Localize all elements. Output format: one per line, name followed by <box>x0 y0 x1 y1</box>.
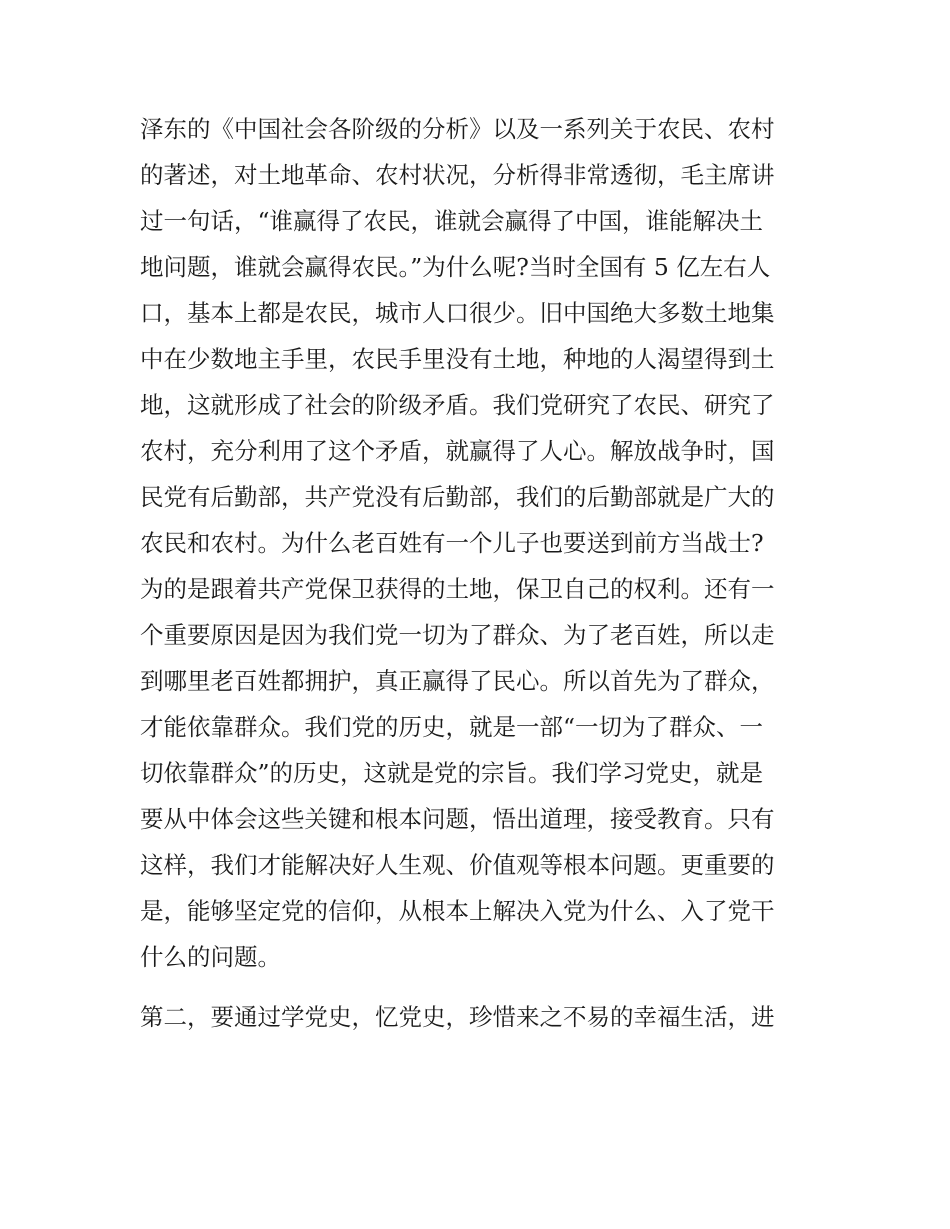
text-line: 农民和农村。为什么老百姓有一个儿子也要送到前方当战士? <box>140 529 764 557</box>
text-line: 地问题，谁就会赢得农民。”为什么呢?当时全国有 5 亿左右人 <box>140 253 771 281</box>
text-line: 民党有后勤部，共产党没有后勤部，我们的后勤部就是广大的 <box>140 483 775 511</box>
text-line: 到哪里老百姓都拥护，真正赢得了民心。所以首先为了群众， <box>140 667 775 695</box>
body-text <box>140 106 820 1040</box>
text-line: 地，这就形成了社会的阶级矛盾。我们党研究了农民、研究了 <box>140 391 775 419</box>
paragraph-start-line: 第二，要通过学党史，忆党史，珍惜来之不易的幸福生活，进 <box>140 1003 775 1031</box>
text-line: 的著述，对土地革命、农村状况，分析得非常透彻，毛主席讲 <box>140 161 775 189</box>
text-line: 中在少数地主手里，农民手里没有土地，种地的人渴望得到土 <box>140 345 775 373</box>
text-line: 泽东的《中国社会各阶级的分析》以及一系列关于农民、农村 <box>140 115 775 143</box>
text-line: 要从中体会这些关键和根本问题，悟出道理，接受教育。只有 <box>140 805 775 833</box>
text-line: 个重要原因是因为我们党一切为了群众、为了老百姓，所以走 <box>140 621 775 649</box>
text-line: 为的是跟着共产党保卫获得的土地，保卫自己的权利。还有一 <box>140 575 775 603</box>
text-line: 过一句话，“谁赢得了农民，谁就会赢得了中国，谁能解决土 <box>140 207 764 235</box>
text-line: 切依靠群众”的历史，这就是党的宗旨。我们学习党史，就是 <box>140 759 764 787</box>
text-line: 什么的问题。 <box>140 943 281 971</box>
text-line: 口，基本上都是农民，城市人口很少。旧中国绝大多数土地集 <box>140 299 775 327</box>
text-line: 是，能够坚定党的信仰，从根本上解决入党为什么、入了党干 <box>140 897 775 925</box>
text-line: 这样，我们才能解决好人生观、价值观等根本问题。更重要的 <box>140 851 775 879</box>
text-line: 农村，充分利用了这个矛盾，就赢得了人心。解放战争时，国 <box>140 437 775 465</box>
text-line: 才能依靠群众。我们党的历史，就是一部“一切为了群众、一 <box>140 713 764 741</box>
